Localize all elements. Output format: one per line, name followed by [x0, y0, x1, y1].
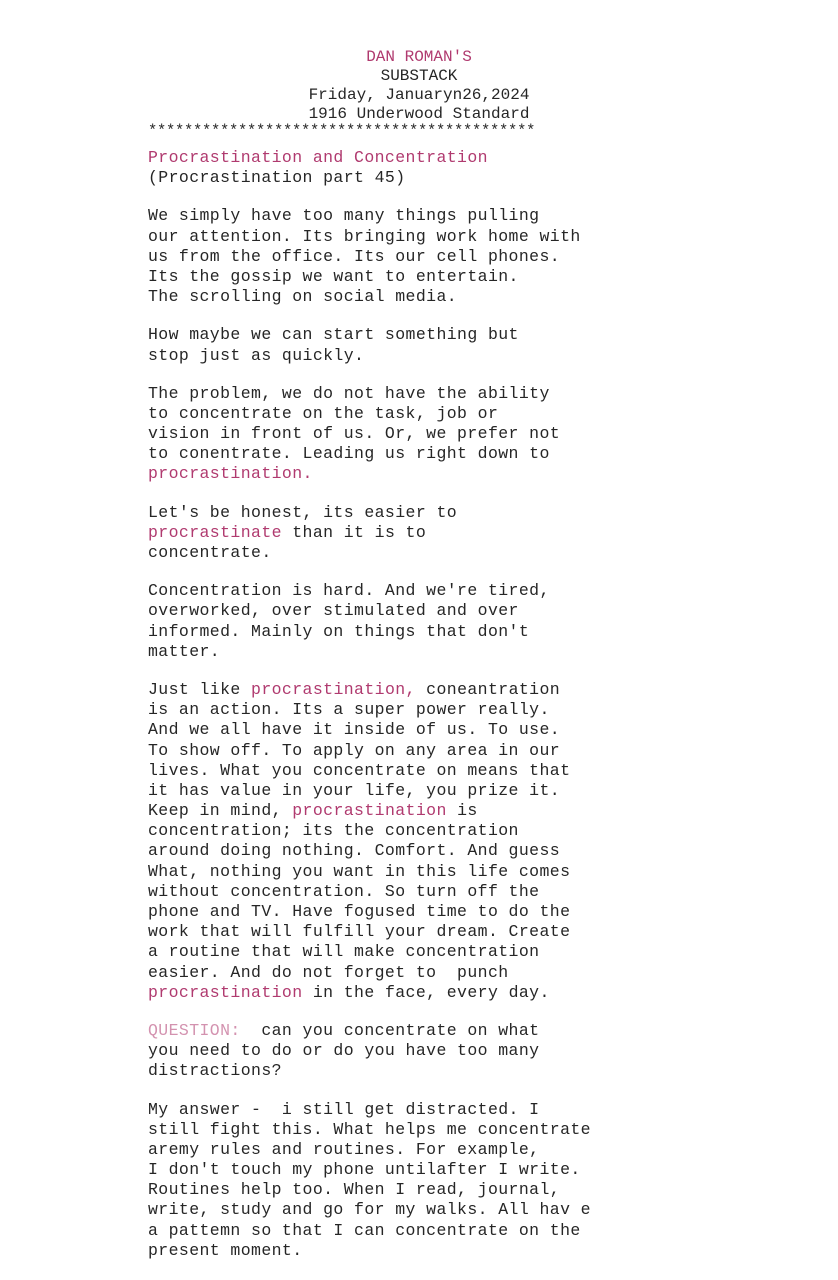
text-line: easier. And do not forget to punch: [148, 962, 509, 982]
text-line: [148, 680, 828, 700]
text-line: [148, 983, 828, 1003]
highlight-word: procrastination: [148, 982, 303, 1002]
text-fragment: Just like: [148, 679, 252, 699]
text-line: What, nothing you want in this life comes: [148, 861, 571, 881]
text-line: it has value in your life, you prize it.: [148, 780, 561, 800]
paragraph-4: [148, 503, 828, 564]
text-line: I don't touch my phone untilafter I write.: [148, 1160, 581, 1180]
text-line: a routine that will make concentration: [148, 942, 540, 962]
text-line: Concentration is hard. And we're tired,: [148, 581, 550, 601]
post-date: Friday, Januaryn26,2024: [308, 86, 530, 104]
text-line: We simply have too many things pulling: [148, 206, 540, 226]
text-line: matter.: [148, 641, 221, 661]
post-subtitle: (Procrastination part 45): [148, 168, 406, 188]
text-line: Its the gossip we want to entertain.: [148, 266, 519, 286]
text-fragment: coneantration: [415, 679, 561, 699]
text-line: [148, 801, 828, 821]
text-line: [148, 1021, 828, 1041]
highlight-word: procrastinate: [148, 522, 282, 542]
text-line: lives. What you concentrate on means that: [148, 760, 571, 780]
text-line: work that will fulfill your dream. Create: [148, 922, 571, 942]
text-line: present moment.: [148, 1240, 303, 1260]
text-line: to concentrate on the task, job or: [148, 403, 499, 423]
text-fragment: can you concentrate on what: [240, 1020, 540, 1040]
text-line: distractions?: [148, 1061, 282, 1081]
text-line: around doing nothing. Comfort. And guess: [148, 841, 561, 861]
text-line: concentrate.: [148, 543, 272, 562]
text-line: is an action. Its a super power really.: [148, 700, 550, 720]
text-line: overworked, over stimulated and over: [148, 601, 519, 621]
text-line: The problem, we do not have the ability: [148, 383, 550, 403]
text-line: phone and TV. Have fogused time to do the: [148, 902, 571, 921]
paragraph-5: [148, 581, 828, 662]
text-line: Routines help too. When I read, journal,: [148, 1180, 561, 1200]
page-header: [0, 48, 838, 124]
text-line: without concentration. So turn off the: [148, 881, 540, 901]
text-line: to conentrate. Leading us right down to: [148, 444, 550, 464]
text-line: And we all have it inside of us. To use.: [148, 720, 561, 740]
star-rule: *******************************************: [148, 122, 536, 140]
text-line: How maybe we can start something but: [148, 325, 519, 345]
answer-paragraph: [148, 1100, 828, 1262]
post-body: [148, 148, 828, 1261]
paragraph-6: [148, 680, 828, 1003]
text-line: My answer - i still get distracted. I: [148, 1099, 540, 1119]
author-name: DAN ROMAN'S: [366, 48, 472, 66]
typewriter-model: 1916 Underwood Standard: [308, 105, 530, 123]
text-line: concentration; its the concentration: [148, 821, 519, 841]
highlight-word: procrastination: [292, 801, 447, 821]
text-fragment: in the face, every day.: [302, 982, 550, 1002]
text-line: Let's be honest, its easier to: [148, 502, 458, 522]
paragraph-3: [148, 384, 828, 485]
text-line: us from the office. Its our cell phones.: [148, 246, 561, 266]
question-paragraph: [148, 1021, 828, 1082]
text-line: The scrolling on social media.: [148, 287, 458, 307]
text-line: you need to do or do you have too many: [148, 1041, 540, 1061]
text-fragment: than it is to: [281, 522, 427, 542]
text-line: aremy rules and routines. For example,: [148, 1139, 540, 1159]
text-line: vision in front of us. Or, we prefer not: [148, 424, 561, 444]
text-line: informed. Mainly on things that don't: [148, 621, 530, 641]
text-line: our attention. Its bringing work home with: [148, 226, 581, 246]
text-line: write, study and go for my walks. All hav e: [148, 1200, 591, 1220]
publication-name: SUBSTACK: [380, 67, 458, 85]
paragraph-1: [148, 206, 828, 307]
text-line: stop just as quickly.: [148, 345, 365, 365]
text-line: [148, 523, 828, 543]
text-line: still fight this. What helps me concentrate: [148, 1119, 591, 1139]
text-fragment: Keep in mind,: [148, 801, 293, 821]
text-line: To show off. To apply on any area in our: [148, 740, 561, 760]
paragraph-2: [148, 325, 828, 365]
text-line: a pattemn so that I can concentrate on the: [148, 1220, 581, 1240]
text-line: procrastination.: [148, 464, 313, 484]
question-label: QUESTION:: [148, 1020, 241, 1040]
highlight-word: procrastination,: [251, 679, 416, 699]
post-title: Procrastination and Concentration: [148, 148, 488, 167]
text-fragment: is: [446, 801, 478, 821]
